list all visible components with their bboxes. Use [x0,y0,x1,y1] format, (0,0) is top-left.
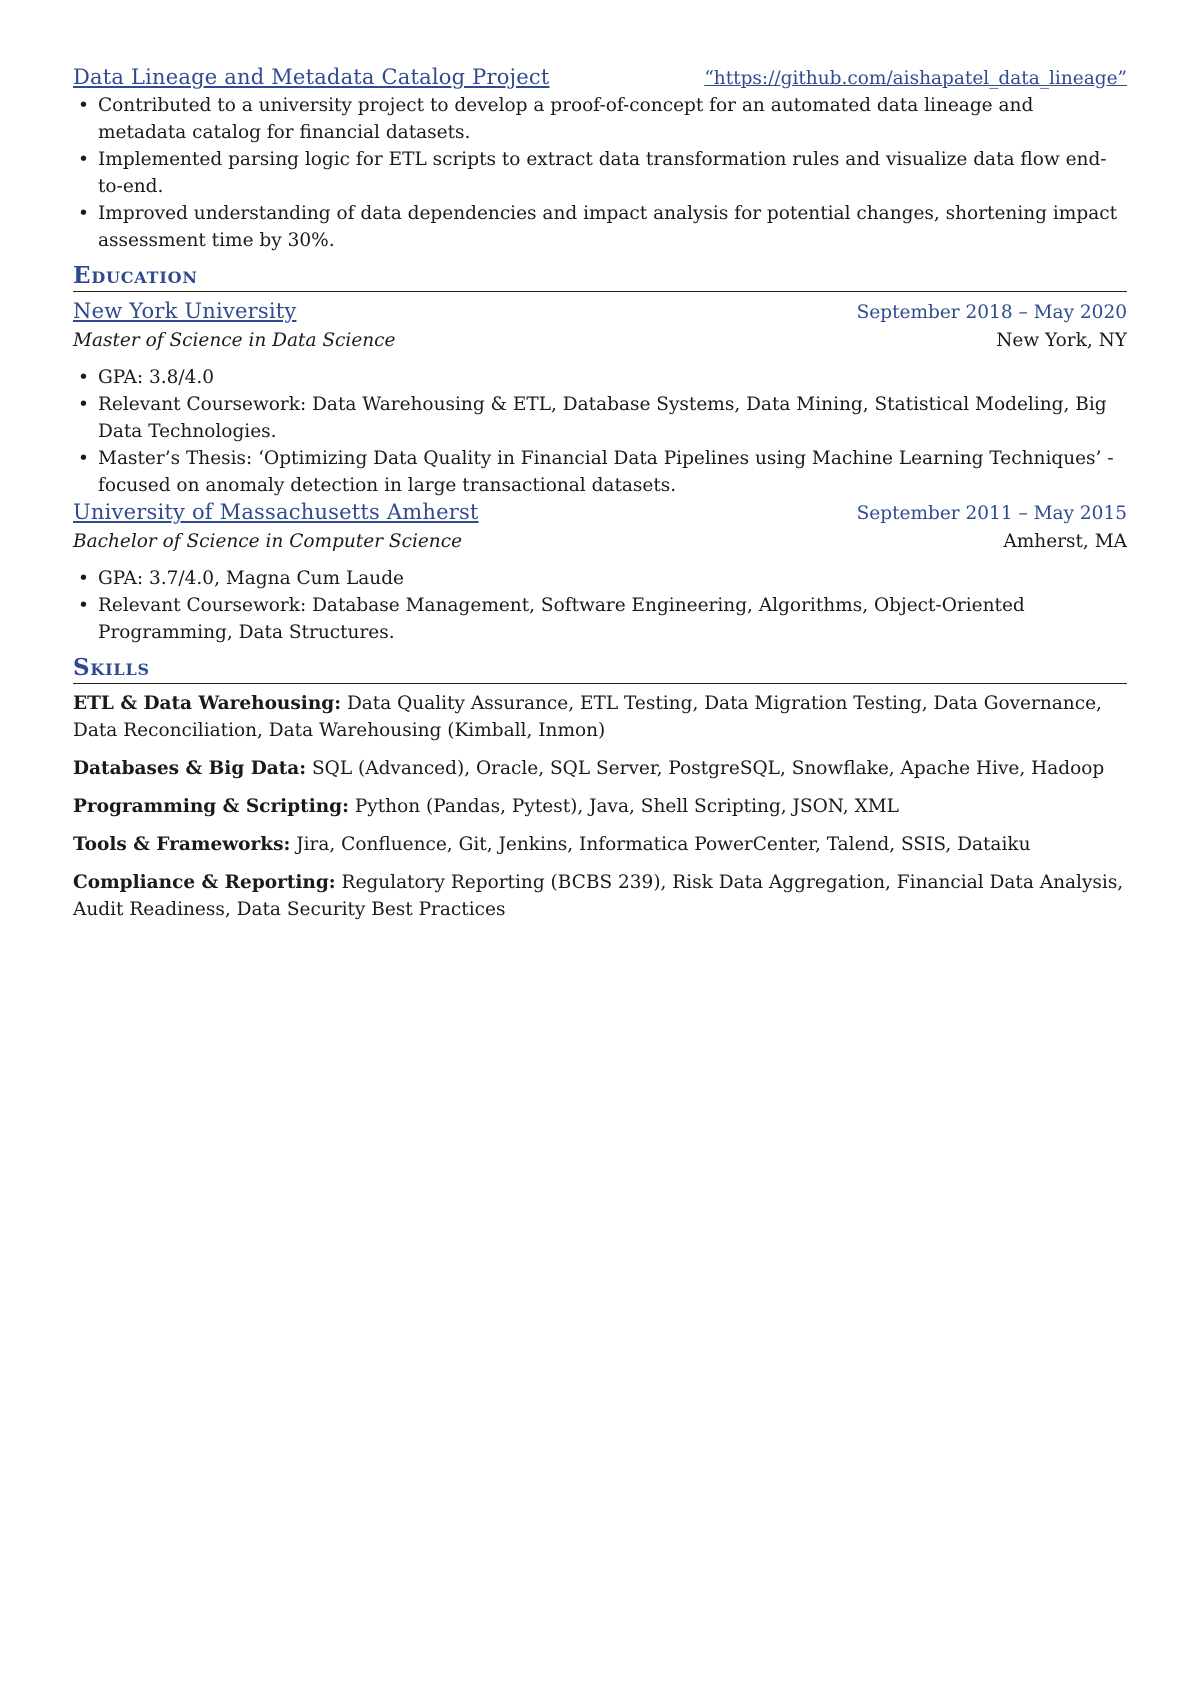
skill-value: SQL (Advanced), Oracle, SQL Server, PostgreSQL, Snowflake, Apache Hive, Hadoop [312,758,1105,779]
school-location: New York, NY [996,330,1127,351]
school-dates: September 2018 – May 2020 [856,302,1127,323]
project-header [73,64,1127,92]
school-bullets [73,565,1127,646]
list-item: • Implemented parsing logic for ETL scripts to extract data transformation rules and visualize data flow end-to-end. [73,146,1127,200]
list-item: • GPA: 3.8/4.0 [73,364,1127,391]
bullet-icon: • [78,448,89,469]
project-title-link[interactable]: Data Lineage and Metadata Catalog Project [73,65,550,89]
skills-list [73,690,1127,923]
project-bullets [73,92,1127,254]
list-item: • GPA: 3.7/4.0, Magna Cum Laude [73,565,1127,592]
bullet-icon: • [78,203,89,224]
skill-row [73,869,1127,923]
list-item: • Relevant Coursework: Data Warehousing & ETL, Database Systems, Data Mining, Statistical Modeling, Big Data Technologies. [73,391,1127,445]
school-subheader [73,327,1127,354]
school-dates: September 2011 – May 2015 [856,503,1127,524]
skill-row [73,690,1127,744]
school-subheader [73,528,1127,555]
degree-title: Master of Science in Data Science [73,330,396,351]
skill-value: Data Quality Assurance, ETL Testing, Data Migration Testing, Data Governance, Data Reconciliation, Data Warehousing (Kimball, Inmon) [73,693,1102,741]
list-item: • Relevant Coursework: Database Management, Software Engineering, Algorithms, Object-Oriented Programming, Data Structures. [73,592,1127,646]
skill-label: Databases & Big Data: [73,758,307,779]
degree-title: Bachelor of Science in Computer Science [73,531,463,552]
bullet-icon: • [78,394,89,415]
skill-value: Python (Pandas, Pytest), Java, Shell Scripting, JSON, XML [354,796,899,817]
bullet-icon: • [78,367,89,388]
bullet-icon: • [78,95,89,116]
skill-value: Regulatory Reporting (BCBS 239), Risk Data Aggregation, Financial Data Analysis, Audit Readiness, Data Security Best Practices [73,872,1124,920]
skill-row [73,831,1127,858]
school-entry-nyu [73,298,1127,499]
resume-page [73,64,1127,934]
school-header [73,499,1127,527]
school-location: Amherst, MA [1003,531,1127,552]
skill-label: Tools & Frameworks: [73,834,291,855]
bullet-icon: • [78,149,89,170]
bullet-icon: • [78,568,89,589]
skills-heading: Skills [73,654,1127,684]
skill-value: Jira, Confluence, Git, Jenkins, Informatica PowerCenter, Talend, SSIS, Dataiku [296,834,1031,855]
education-heading: Education [73,262,1127,292]
project-github-link[interactable]: “https://github.com/aishapatel_data_lineage” [704,68,1127,89]
school-entry-umass [73,499,1127,646]
school-name-link[interactable]: New York University [73,299,297,323]
skill-label: Programming & Scripting: [73,796,349,817]
list-item: • Contributed to a university project to develop a proof-of-concept for an automated data lineage and metadata catalog for financial datasets. [73,92,1127,146]
skill-row [73,793,1127,820]
project-entry [73,64,1127,254]
skill-row [73,755,1127,782]
skill-label: Compliance & Reporting: [73,872,336,893]
bullet-icon: • [78,595,89,616]
skill-label: ETL & Data Warehousing: [73,693,342,714]
school-header [73,298,1127,326]
school-name-link[interactable]: University of Massachusetts Amherst [73,500,479,524]
list-item: • Improved understanding of data dependencies and impact analysis for potential changes, shortening impact assessment time by 30%. [73,200,1127,254]
school-bullets [73,364,1127,499]
list-item: • Master’s Thesis: ‘Optimizing Data Quality in Financial Data Pipelines using Machine Learning Techniques’ - focused on anomaly detection in large transactional datasets. [73,445,1127,499]
